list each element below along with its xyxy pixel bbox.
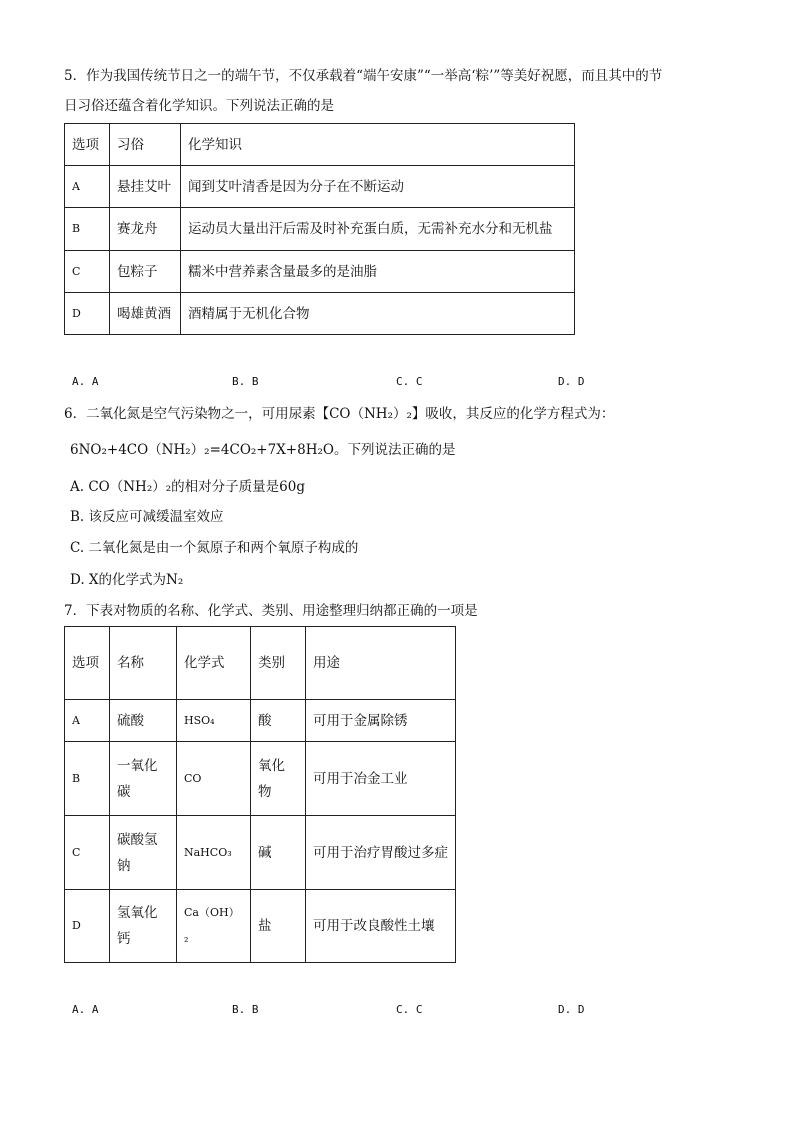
q7-option-d[interactable]: D. D [558,1003,585,1016]
table-cell: C [65,251,110,293]
table-cell: 硫酸 [110,700,177,742]
table-cell: 闻到艾叶清香是因为分子在不断运动 [181,166,575,208]
table-row [65,251,575,293]
table-row [65,890,456,963]
table-cell: 盐 [251,890,306,963]
table-row [65,208,575,251]
q6-stem-line1: 6．二氧化氮是空气污染物之一，可用尿素【CO（NH₂）₂】吸收，其反应的化学方程式为： [64,406,615,422]
table-cell: 糯米中营养素含量最多的是油脂 [181,251,575,293]
table-cell: 碱 [251,816,306,890]
table-cell: 悬挂艾叶 [110,166,181,208]
table-header-cell: 名称 [110,627,177,700]
table-header-cell: 选项 [65,627,110,700]
table-cell: 酒精属于无机化合物 [181,293,575,335]
table-cell: 可用于冶金工业 [306,742,456,816]
table-cell: 氧化物 [251,742,306,816]
table-cell: 一氧化碳 [110,742,177,816]
q5-option-a[interactable]: A. A [72,375,99,388]
q6-choice-d[interactable]: D. X的化学式为N₂ [70,572,184,588]
table-header-cell: 类别 [251,627,306,700]
q6-choice-a[interactable]: A. CO（NH₂）₂的相对分子质量是60g [70,479,305,495]
table-cell: A [65,700,110,742]
table-header-row [65,627,456,700]
table-cell: A [65,166,110,208]
q7-option-b[interactable]: B. B [232,1003,259,1016]
table-cell: NaHCO₃ [177,816,251,890]
table-cell: 酸 [251,700,306,742]
table-cell: 赛龙舟 [110,208,181,251]
table-cell: 可用于改良酸性土壤 [306,890,456,963]
q7-table [64,626,456,963]
q6-equation-line [70,440,455,460]
table-header-row [65,124,575,166]
q6-equation-tail: 。下列说法正确的是 [333,442,456,458]
table-row [65,742,456,816]
table-header-cell: 化学式 [177,627,251,700]
table-header-cell: 用途 [306,627,456,700]
table-header-cell: 化学知识 [181,124,575,166]
table-cell: 包粽子 [110,251,181,293]
q5-stem-line2: 日习俗还蕴含着化学知识。下列说法正确的是 [64,98,334,114]
table-cell: Ca（OH）₂ [177,890,251,963]
table-cell: 可用于治疗胃酸过多症 [306,816,456,890]
table-cell: B [65,742,110,816]
q5-stem-line1: 5．作为我国传统节日之一的端午节，不仅承载着“端午安康”“一举高‘粽’”等美好祝愿，而且其中的节 [64,68,663,84]
q6-equation: 6NO₂+4CO（NH₂）₂=4CO₂+7X+8H₂O [70,442,334,458]
table-row [65,166,575,208]
table-cell: 运动员大量出汗后需及时补充蛋白质，无需补充水分和无机盐 [181,208,575,251]
table-cell: 碳酸氢钠 [110,816,177,890]
q5-option-b[interactable]: B. B [232,375,259,388]
table-cell: 氢氧化钙 [110,890,177,963]
q5-table [64,123,575,335]
q5-option-c[interactable]: C. C [396,375,423,388]
table-cell: C [65,816,110,890]
table-cell: HSO₄ [177,700,251,742]
q6-choice-c[interactable]: C. 二氧化氮是由一个氮原子和两个氧原子构成的 [70,540,359,556]
q7-option-a[interactable]: A. A [72,1003,99,1016]
table-row [65,293,575,335]
table-cell: CO [177,742,251,816]
q5-option-d[interactable]: D. D [558,375,585,388]
table-cell: D [65,890,110,963]
table-row [65,700,456,742]
q7-option-c[interactable]: C. C [396,1003,423,1016]
q6-choice-b[interactable]: B. 该反应可减缓温室效应 [70,509,224,525]
table-header-cell: 选项 [65,124,110,166]
table-row [65,816,456,890]
table-cell: 可用于金属除锈 [306,700,456,742]
table-cell: B [65,208,110,251]
table-header-cell: 习俗 [110,124,181,166]
table-cell: 喝雄黄酒 [110,293,181,335]
table-cell: D [65,293,110,335]
q7-stem: 7．下表对物质的名称、化学式、类别、用途整理归纳都正确的一项是 [64,603,478,619]
